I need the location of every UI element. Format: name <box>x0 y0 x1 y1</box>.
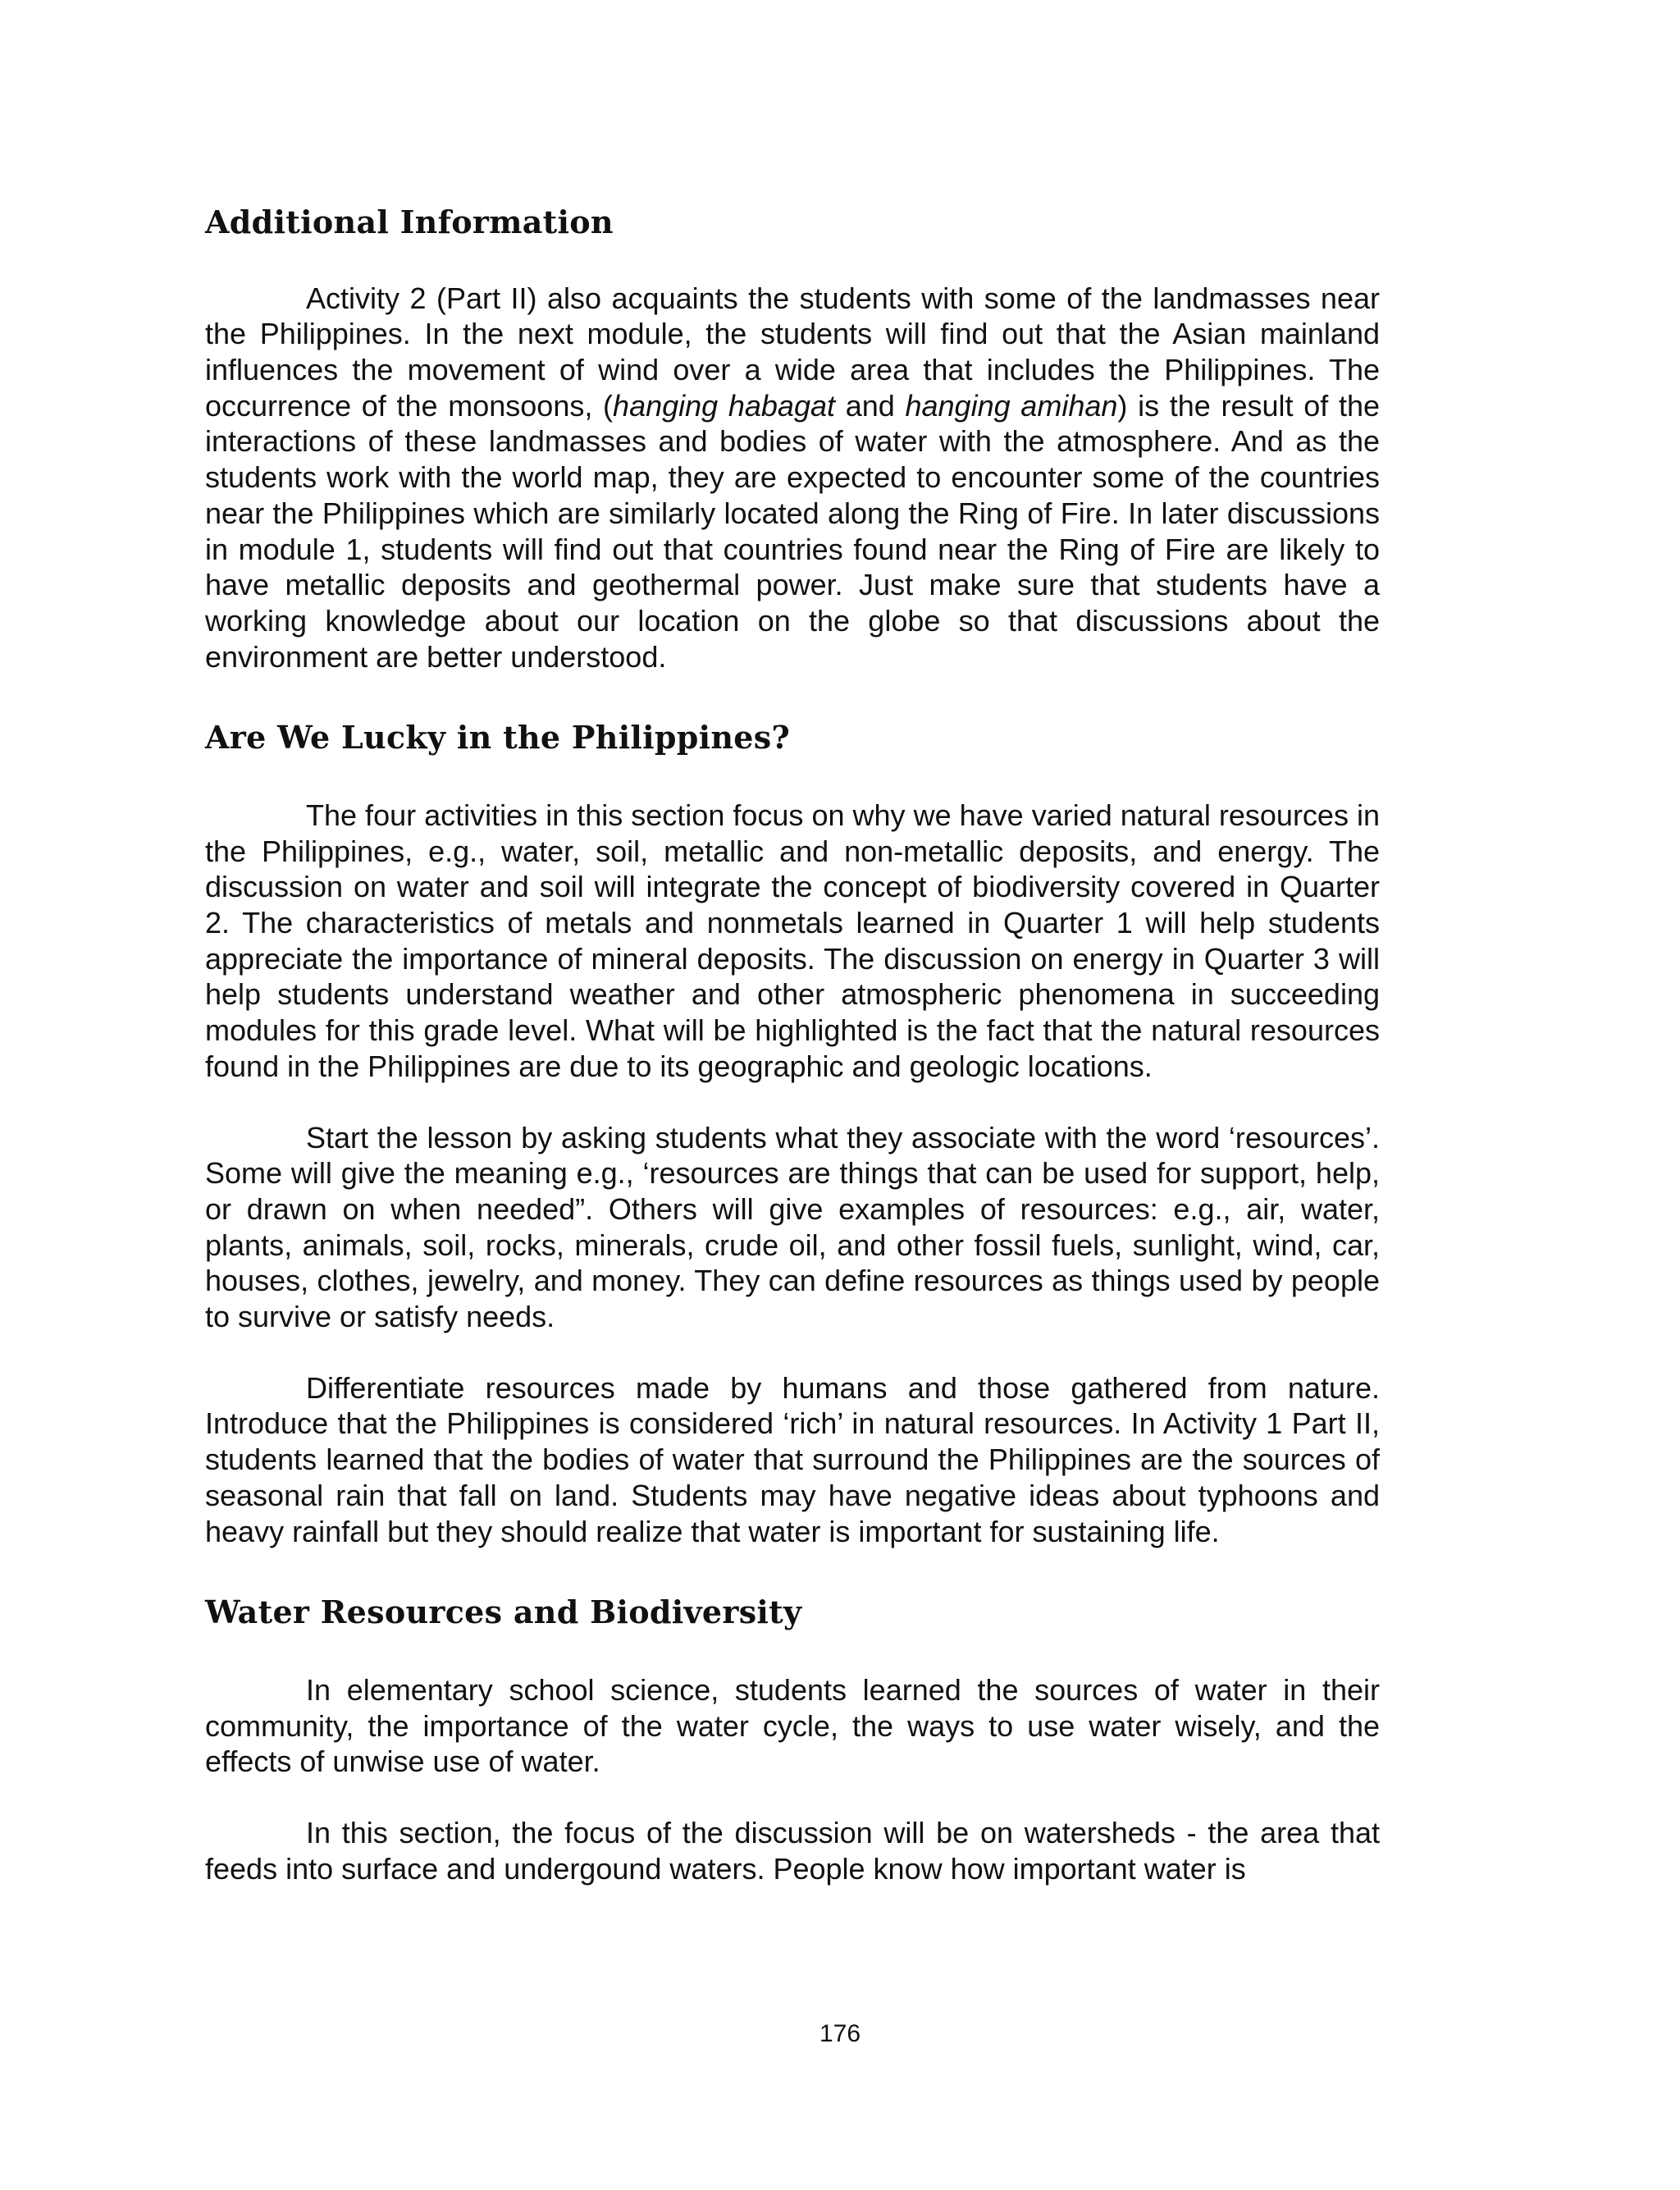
section-heading-are-we-lucky: Are We Lucky in the Philippines? <box>205 719 791 757</box>
page-number: 176 <box>819 2020 861 2047</box>
paragraph-four-activities: The four activities in this section focus on why we have varied natural resources in the Philippines, e.g., water, soil, metallic and non-metallic deposits, and energy. The discussion on water and soil will integrate the concept of biodiversity covered in Quarter 2. The characteristics of metals and nonmetals learned in Quarter 1 will help students appreciate the importance of mineral deposits. The discussion on energy in Quarter 3 will help students understand weather and other atmospheric phenomena in succeeding modules for this grade level. What will be highlighted is the fact that the natural resources found in the Philippines are due to its geographic and geologic locations. <box>205 798 1380 1083</box>
italic-term: hanging habagat <box>613 388 836 423</box>
paragraph-elementary-science: In elementary school science, students learned the sources of water in their community, the importance of the water cycle, the ways to use water wisely, and the effects of unwise use of water. <box>205 1672 1380 1779</box>
italic-term: hanging amihan <box>905 388 1118 423</box>
paragraph-differentiate-resources: Differentiate resources made by humans and those gathered from nature. Introduce that the Philippines is considered ‘rich’ in natural resources. In Activity 1 Part II, students learned that the bodies of water that surround the Philippines are the sources of seasonal rain that fall on land. Students may have negative ideas about typhoons and heavy rainfall but they should realize that water is important for sustaining life. <box>205 1370 1380 1548</box>
section-heading-water-resources: Water Resources and Biodiversity <box>205 1593 802 1631</box>
paragraph-start-lesson: Start the lesson by asking students what they associate with the word ‘resources’. Some will give the meaning e.g., ‘resources are things that can be used for support, help, or drawn on when needed”. Others will give examples of resources: e.g., air, water, plants, animals, soil, rocks, minerals, crude oil, and other fossil fuels, sunlight, wind, car, houses, clothes, jewelry, and money. They can define resources as things used by people to survive or satisfy needs. <box>205 1120 1380 1334</box>
document-page <box>205 197 1380 1886</box>
section-heading-additional-information: Additional Information <box>205 203 614 240</box>
paragraph-watersheds: In this section, the focus of the discussion will be on watersheds - the area that feeds into surface and undergound waters. People know how important water is <box>205 1815 1380 1886</box>
paragraph-landmasses: Activity 2 (Part II) also acquaints the students with some of the landmasses near the Philippines. In the next module, the students will find out that the Asian mainland influences the movement of wind over a wide area that includes the Philippines. The occurrence of the monsoons, (hanging habagat and hanging amihan) is the result of the interactions of these landmasses and bodies of water with the atmosphere. And as the students work with the world map, they are expected to encounter some of the countries near the Philippines which are similarly located along the Ring of Fire. In later discussions in module 1, students will find out that countries found near the Ring of Fire are likely to have metallic deposits and geothermal power. Just make sure that students have a working knowledge about our location on the globe so that discussions about the environment are better understood. <box>205 281 1381 674</box>
